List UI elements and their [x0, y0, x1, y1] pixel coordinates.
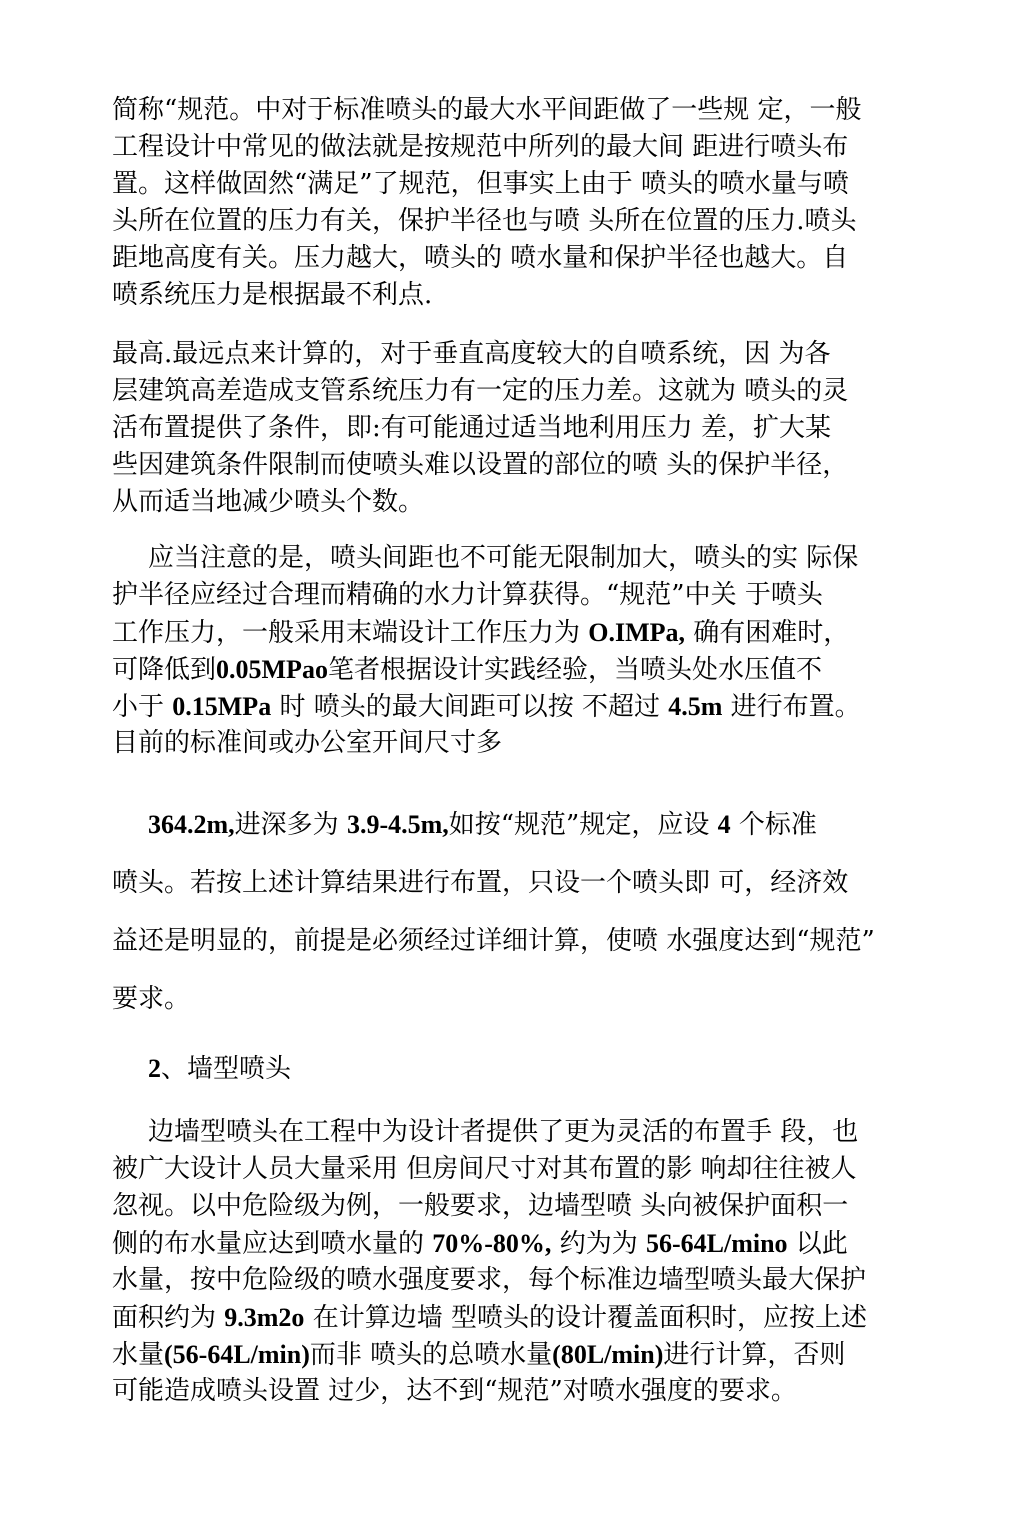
paragraph-5 [112, 1114, 912, 1410]
text-line [112, 651, 912, 688]
text-line: 应当注意的是，喷头间距也不可能无限制加大，喷头的实 际保 [148, 543, 859, 573]
text-run: 而非 喷头的总喷水量 [309, 1340, 553, 1370]
text-line [112, 1225, 912, 1262]
paragraph-1 [112, 92, 912, 314]
section-heading [112, 1050, 912, 1087]
paragraph-4 [112, 796, 912, 1028]
text-line [112, 614, 912, 651]
bold-value: 0.15MPa [172, 692, 272, 721]
paragraph-3 [112, 540, 912, 762]
text-run: 小于 [112, 692, 173, 722]
text-run: 确有困难时， [685, 618, 850, 648]
text-line: 从而适当地减少喷头个数。 [112, 487, 425, 517]
text-line: 护半径应经过合理而精确的水力计算获得。“规范”中关 于喷头 [112, 580, 823, 610]
heading-text: 、墙型喷头 [161, 1054, 292, 1084]
text-run: 笔者根据设计实践经验，当喷头处水压值不 [327, 655, 822, 685]
text-run: 水量 [112, 1340, 165, 1370]
paragraph-2 [112, 336, 912, 521]
text-line: 活布置提供了条件，即:有可能通过适当地利用压力 差，扩大某 [112, 413, 832, 443]
text-run: 个标准 [730, 810, 817, 840]
text-line [112, 688, 912, 725]
text-run: 侧的布水量应达到喷水量的 [112, 1229, 433, 1259]
bold-value: (56-64L/min) [164, 1340, 310, 1369]
bold-value: 9.3m2o [224, 1303, 305, 1332]
text-line: 水量，按中危险级的喷水强度要求，每个标准边墙型喷头最大保护 [112, 1265, 867, 1295]
text-run: 时 喷头的最大间距可以按 不超过 [271, 692, 669, 722]
heading-line [112, 1050, 912, 1087]
text-run: 面积约为 [112, 1303, 225, 1333]
bold-value: 364.2m, [148, 810, 235, 839]
text-run: 约为为 [551, 1229, 646, 1259]
text-run: 工作压力，一般采用末端设计工作压力为 [112, 618, 589, 648]
text-line: 最高.最远点来计算的，对于垂直高度较大的自喷系统，因 为各 [112, 339, 831, 369]
bold-value: O.IMPa, [588, 618, 686, 647]
text-line: 边墙型喷头在工程中为设计者提供了更为灵活的布置手 段，也 [148, 1117, 859, 1147]
text-run: 进深多为 [234, 810, 347, 840]
text-line: 喷头。若按上述计算结果进行布置，只设一个喷头即 可，经济效 [112, 868, 849, 898]
text-run: 如按“规范”规定，应设 [448, 810, 718, 840]
text-line: 要求。 [112, 984, 191, 1014]
text-line: 喷系统压力是根据最不利点. [112, 280, 433, 310]
heading-number: 2 [148, 1054, 161, 1083]
text-line: 忽视。以中危险级为例，一般要求，边墙型喷 头向被保护面积一 [112, 1191, 849, 1221]
bold-value: 4 [717, 810, 731, 839]
bold-value: (80L/min) [552, 1340, 664, 1369]
text-line: 被广大设计人员大量采用 但房间尺寸对其布置的影 响却往往被人 [112, 1154, 857, 1184]
text-line: 头所在位置的压力有关，保护半径也与喷 头所在位置的压力.喷头 [112, 206, 857, 236]
text-run: 可降低到 [112, 655, 217, 685]
bold-value: 70%-80%, [432, 1229, 552, 1258]
text-line [112, 1299, 912, 1336]
text-line [112, 796, 912, 854]
text-line: 些因建筑条件限制而使喷头难以设置的部位的喷 头的保护半径， [112, 450, 849, 480]
text-run: 进行布置。 [722, 692, 861, 722]
text-run: 在计算边墙 型喷头的设计覆盖面积时，应按上述 [304, 1303, 867, 1333]
text-line: 简称“规范。中对于标准喷头的最大水平间距做了一些规 定，一般 [112, 95, 862, 125]
text-run: 以此 [787, 1229, 848, 1259]
bold-value: 0.05MPao [216, 655, 328, 684]
text-line: 距地高度有关。压力越大，喷头的 喷水量和保护半径也越大。自 [112, 243, 849, 273]
bold-value: 56-64L/mino [645, 1229, 788, 1258]
text-line: 目前的标准间或办公室开间尺寸多 [112, 728, 503, 758]
text-line [112, 1336, 912, 1373]
bold-value: 3.9-4.5m, [346, 810, 449, 839]
text-line: 可能造成喷头设置 过少，达不到“规范”对喷水强度的要求。 [112, 1376, 797, 1406]
text-line: 益还是明显的，前提是必须经过详细计算，使喷 水强度达到“规范” [112, 926, 875, 956]
text-line: 置。这样做固然“满足”了规范，但事实上由于 喷头的喷水量与喷 [112, 169, 849, 199]
bold-value: 4.5m [668, 692, 723, 721]
text-line: 层建筑高差造成支管系统压力有一定的压力差。这就为 喷头的灵 [112, 376, 849, 406]
text-line: 工程设计中常见的做法就是按规范中所列的最大间 距进行喷头布 [112, 132, 849, 162]
text-run: 进行计算，否则 [663, 1340, 846, 1370]
